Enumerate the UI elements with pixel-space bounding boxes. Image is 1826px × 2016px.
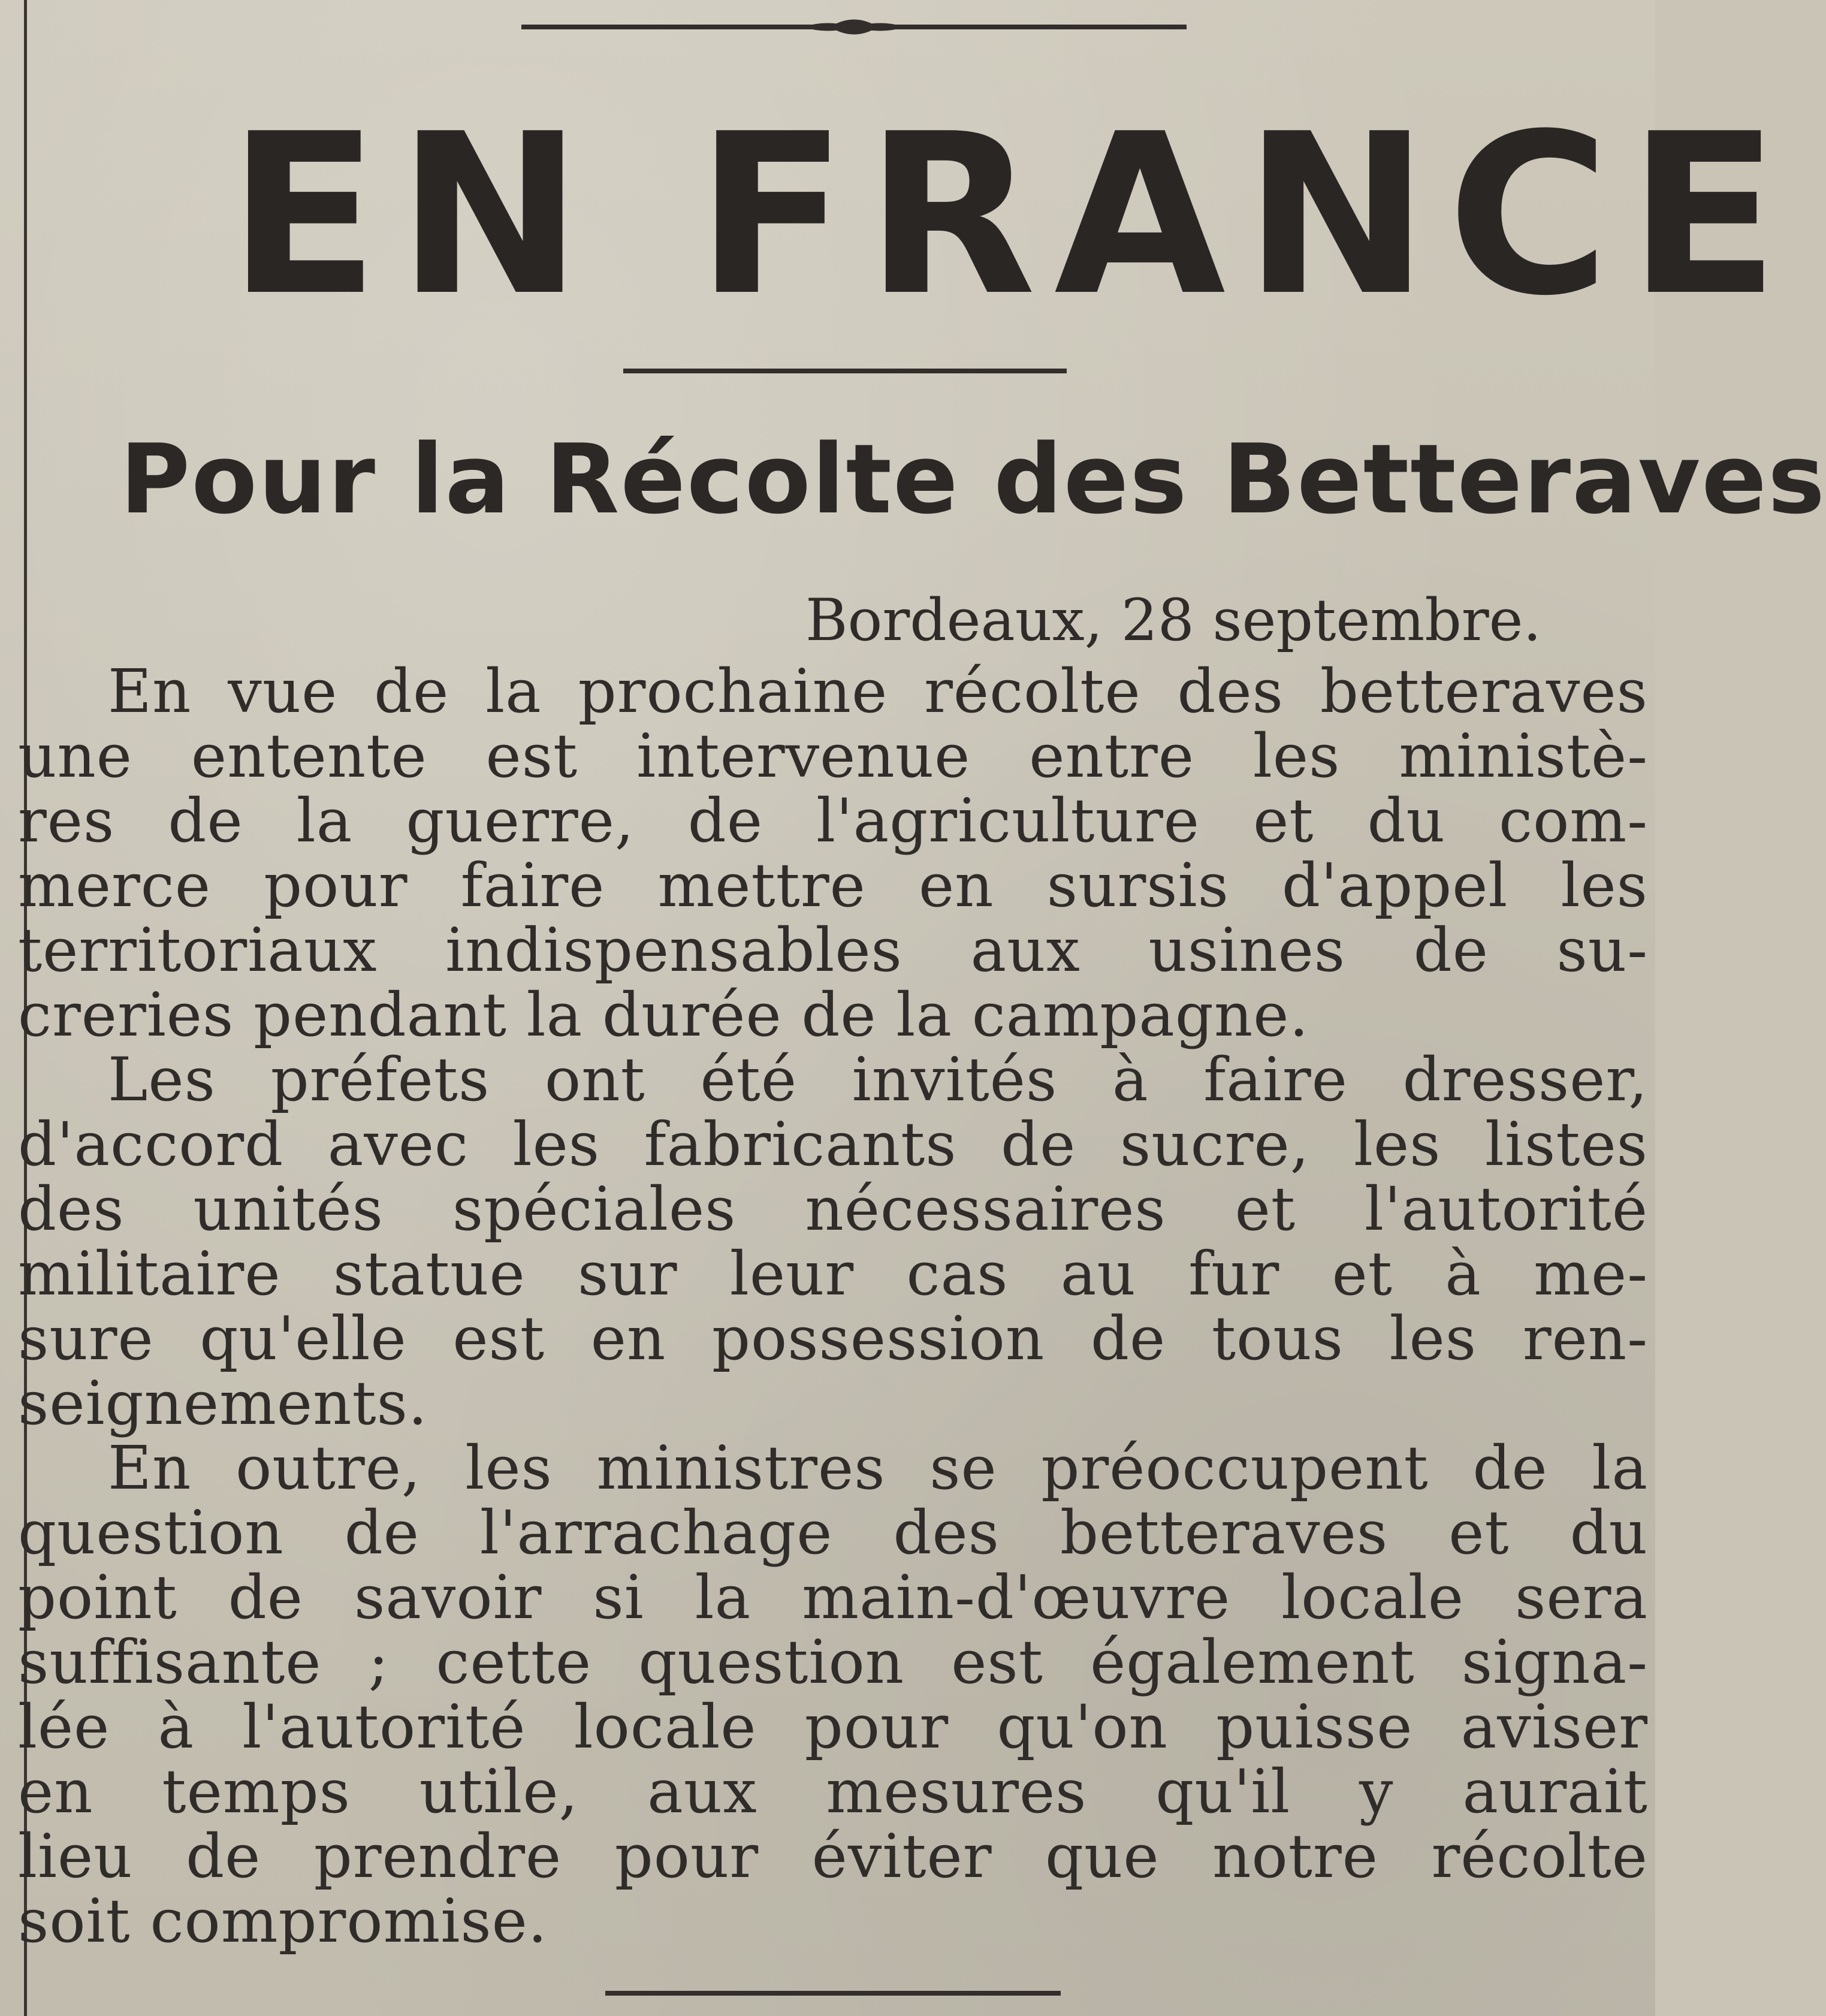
headline: EN FRANCE: [228, 87, 1798, 345]
article-line: lieu de prendre pour éviter que notre récolte: [18, 1821, 1648, 1891]
bottom-rule: [605, 1991, 1061, 1996]
ornamental-rule: [521, 6, 1187, 48]
article-line: res de la guerre, de l'agriculture et du com-: [18, 786, 1648, 856]
article-line: suffisante ; cette question est également signa-: [18, 1627, 1648, 1697]
article-line: En vue de la prochaine récolte des betteraves: [108, 656, 1648, 726]
article-line: soit compromise.: [18, 1886, 548, 1956]
article-line: creries pendant la durée de la campagne.: [18, 980, 1309, 1050]
article-line: en temps utile, aux mesures qu'il y aurait: [18, 1757, 1648, 1827]
article-line: merce pour faire mettre en sursis d'appel les: [18, 850, 1648, 921]
article-line: d'accord avec les fabricants de sucre, les listes: [18, 1109, 1648, 1179]
article-line: sure qu'elle est en possession de tous les ren-: [18, 1303, 1648, 1374]
article-line: question de l'arrachage des betteraves et du: [18, 1498, 1648, 1568]
article-line: point de savoir si la main-d'œuvre locale sera: [18, 1562, 1648, 1632]
article-line: Les préfets ont été invités à faire dresser,: [108, 1045, 1648, 1115]
article-line: des unités spéciales nécessaires et l'autorité: [18, 1174, 1648, 1244]
dateline: Bordeaux, 28 septembre.: [805, 587, 1541, 654]
article-line: seignements.: [18, 1368, 428, 1438]
subheadline: Pour la Récolte des Betteraves: [120, 423, 1826, 535]
article-line: une entente est intervenue entre les ministè-: [18, 721, 1648, 791]
article-body: [18, 656, 1648, 1956]
divider-rule: [623, 369, 1067, 373]
article-line: militaire statue sur leur cas au fur et à me-: [18, 1239, 1648, 1309]
article-line: En outre, les ministres se préoccupent de la: [108, 1433, 1648, 1503]
article-line: territoriaux indispensables aux usines de su-: [18, 915, 1648, 985]
article-line: lée à l'autorité locale pour qu'on puisse aviser: [18, 1692, 1648, 1762]
